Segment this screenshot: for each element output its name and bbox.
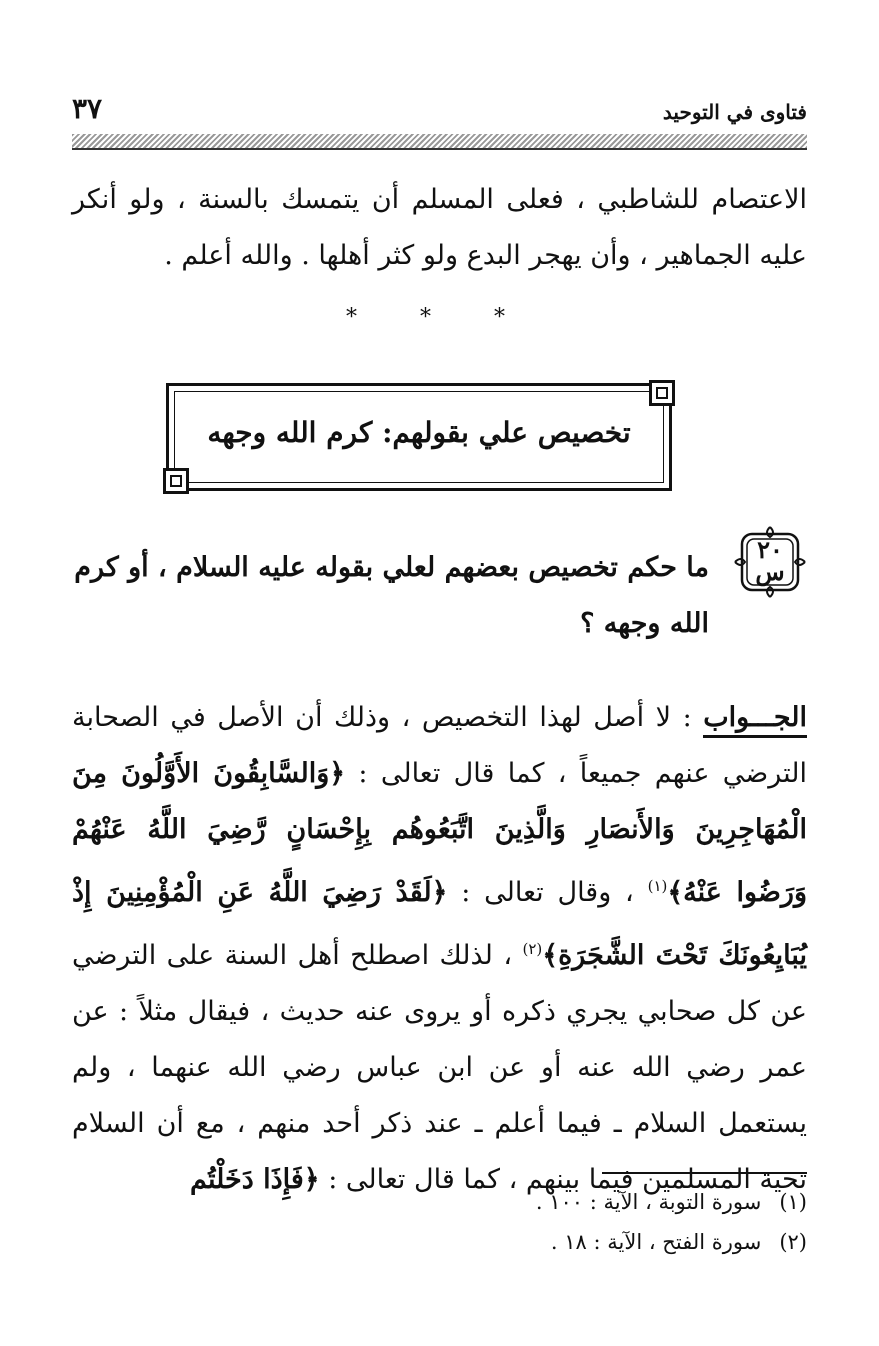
question-number (733, 535, 807, 586)
section-separator: * * * (346, 305, 533, 330)
page-number: ٣٧ (72, 92, 103, 125)
quran-quote-1: ﴿وَالسَّابِقُونَ الأَوَّلُونَ مِنَ الْمُهَاجِرِينَ وَالأَنصَارِ وَالَّذِينَ اتَّبَعُوهُم بِإِحْسَانٍ رَّضِيَ اللَّهُ عَنْهُمْ وَرَضُوا عَنْهُ﴾ (72, 758, 807, 908)
question-letter: س (755, 557, 785, 586)
quran-quote-2: ﴿لَقَدْ رَضِيَ اللَّهُ عَنِ الْمُؤْمِنِينَ إِذْ يُبَايِعُونَكَ تَحْتَ الشَّجَرَةِ﴾ (72, 877, 808, 971)
answer-paragraph (72, 690, 807, 1208)
question-badge (733, 525, 807, 599)
question-text: ما حكم تخصيص بعضهم لعلي بقوله عليه السلام ، أو كرم الله وجهه ؟ (74, 552, 709, 639)
question-number-value: ٢٠ (757, 535, 783, 564)
footnote-1 (536, 1190, 807, 1214)
footnote-2 (551, 1230, 807, 1254)
footnote-rule (602, 1172, 807, 1174)
section-title-frame (166, 383, 672, 491)
header-rule (72, 134, 807, 150)
paragraph-continuation: الاعتصام للشاطبي ، فعلى المسلم أن يتمسك بالسنة ، ولو أنكر عليه الجماهير ، وأن يهجر البدع ولو كثر أهلها . والله أعلم . (72, 184, 807, 271)
section-title: تخصيص علي بقولهم: كرم الله وجهه (207, 416, 631, 449)
quran-quote-3: ﴿فَإِذَا دَخَلْتُم (189, 1164, 320, 1195)
answer-text-3: ، لذلك اصطلح أهل السنة على الترضي عن كل صحابي يجري ذكره أو يروى عنه حديث ، فيقال مثلاً : عن عمر رضي الله عنه أو عن ابن عباس رضي الله عنهما ، ولم يستعمل السلام ـ فيما أعلم ـ عند ذكر أحد منهم ، مع أن السلام تحية المسلمين فيما بينهم ، كما قال تعالى : (72, 940, 807, 1195)
footnote-2-text: سورة الفتح ، الآية : ١٨ . (550, 1230, 762, 1254)
answer-lead: الجـــواب (703, 702, 807, 738)
footnote-ref-2: (٢) (522, 940, 543, 958)
frame-corner-ornament (163, 468, 189, 494)
footnote-2-number: (٢) (779, 1230, 807, 1254)
footnote-1-number: (١) (779, 1190, 807, 1214)
answer-text-2: ، وقال تعالى : (447, 877, 648, 908)
answer-text-1: : لا أصل لهذا التخصيص ، وذلك أن الأصل في الصحابة الترضي عنهم جميعاً ، كما قال تعالى : (72, 702, 808, 789)
frame-corner-ornament (649, 380, 675, 406)
footnote-ref-1: (١) (647, 877, 668, 895)
footnote-1-text: سورة التوبة ، الآية : ١٠٠ . (535, 1190, 762, 1214)
running-header-title: فتاوى في التوحيد (662, 100, 807, 124)
